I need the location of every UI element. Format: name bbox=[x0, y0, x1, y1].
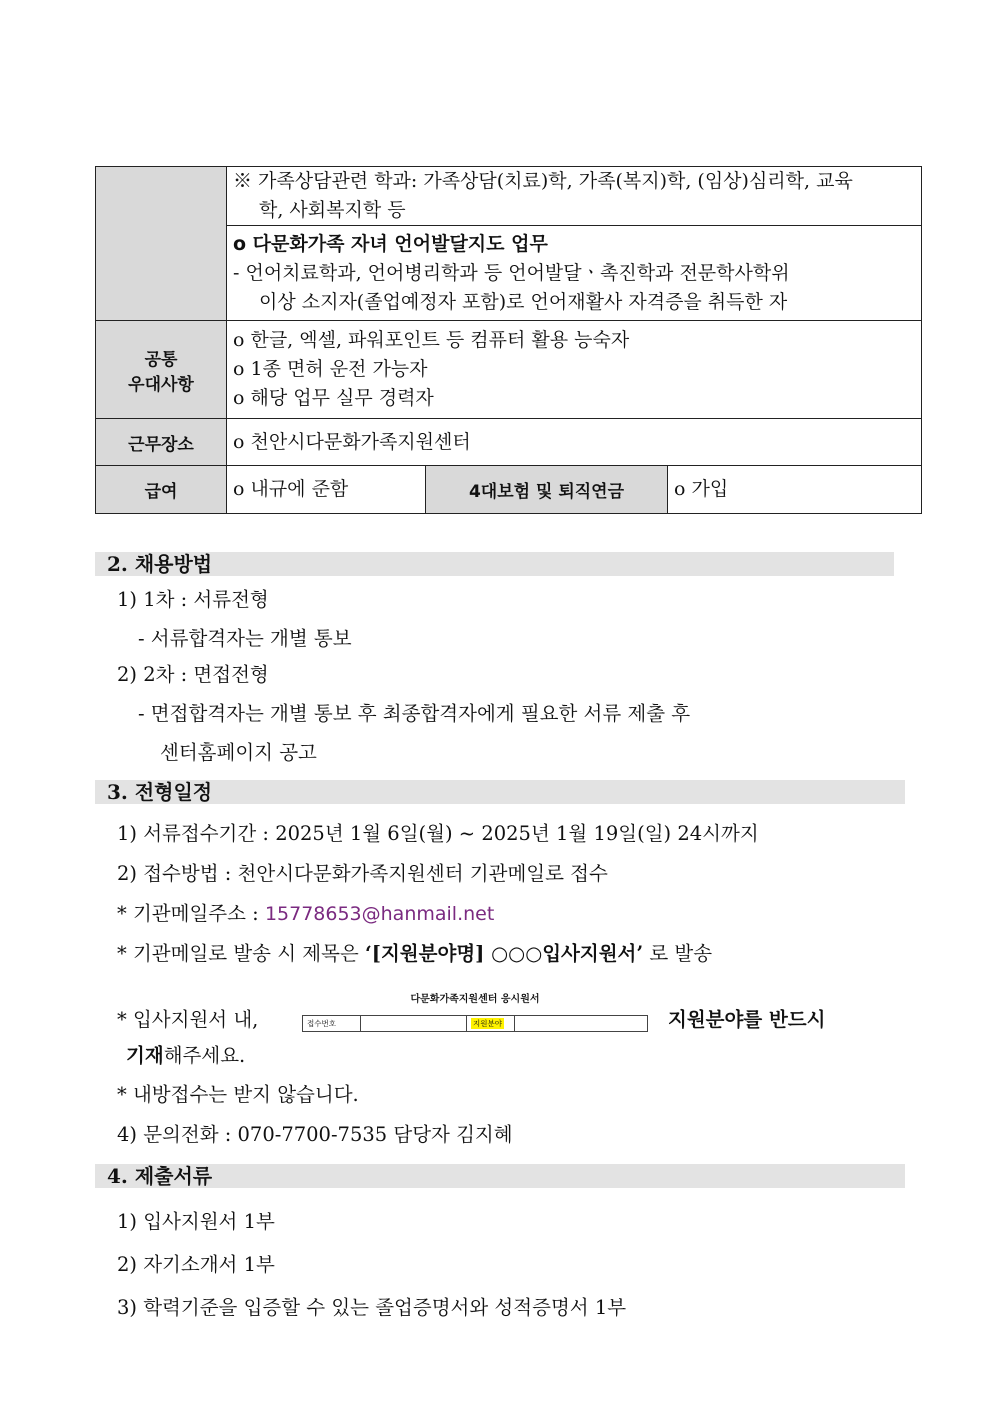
list-item: 2) 자기소개서 1부 bbox=[117, 1253, 275, 1276]
form-note-emphasis: 기재 bbox=[126, 1044, 164, 1067]
subject-line bbox=[117, 941, 712, 967]
requirement-line: - 언어치료학과, 언어병리학과 등 언어발달ㆍ촉진학과 전문학사학위 bbox=[233, 261, 790, 284]
recruitment-table bbox=[95, 166, 922, 514]
form-cell bbox=[515, 1016, 647, 1031]
list-item: 2) 2차 : 면접전형 bbox=[117, 663, 269, 686]
list-item: - 서류합격자는 개별 통보 bbox=[138, 627, 352, 650]
language-dev-duty-cell bbox=[227, 226, 922, 321]
related-majors-note bbox=[227, 167, 922, 226]
list-item: 1) 1차 : 서류전형 bbox=[117, 588, 269, 611]
form-cell bbox=[361, 1016, 467, 1031]
form-cell bbox=[467, 1016, 515, 1031]
table-row bbox=[96, 167, 922, 226]
list-item: 센터홈페이지 공고 bbox=[160, 741, 317, 764]
highlighted-field: 지원분야 bbox=[473, 1019, 502, 1028]
email-address[interactable]: 15778653@hanmail.net bbox=[264, 903, 495, 925]
salary-label: 급여 bbox=[96, 466, 227, 514]
duty-title: o 다문화가족 자녀 언어발달지도 업무 bbox=[233, 232, 548, 255]
section-heading: 3. 전형일정 bbox=[95, 780, 905, 804]
salary-value: o 내규에 준함 bbox=[227, 466, 426, 514]
table-row bbox=[96, 321, 922, 419]
requirement-line: 이상 소지자(졸업예정자 포함)로 언어재활사 자격증을 취득한 자 bbox=[259, 290, 788, 313]
label-line: 공통 bbox=[144, 349, 178, 370]
form-row bbox=[302, 1015, 648, 1032]
email-label: * 기관메일주소 : bbox=[117, 902, 265, 925]
list-item: o 한글, 엑셀, 파워포인트 등 컴퓨터 활용 능숙자 bbox=[233, 329, 630, 351]
form-note: * 입사지원서 내, bbox=[117, 1008, 259, 1031]
list-item: 3) 학력기준을 입증할 수 있는 졸업증명서와 성적증명서 1부 bbox=[117, 1296, 627, 1319]
form-note-text: 해주세요. bbox=[163, 1044, 246, 1067]
email-line bbox=[117, 901, 494, 927]
insurance-label: 4대보험 및 퇴직연금 bbox=[426, 466, 668, 514]
form-title: 다문화가족지원센터 응시원서 bbox=[410, 994, 540, 1005]
table-row bbox=[96, 419, 922, 466]
section-heading: 2. 채용방법 bbox=[95, 552, 894, 576]
subject-suffix: 로 발송 bbox=[643, 942, 713, 965]
form-note-line2 bbox=[126, 1043, 245, 1069]
label-line: 우대사항 bbox=[128, 374, 194, 395]
preference-list bbox=[227, 321, 922, 419]
subject-format: ‘[지원분야명] ○○○입사지원서’ bbox=[364, 942, 644, 965]
subject-prefix: * 기관메일로 발송 시 제목은 bbox=[117, 942, 365, 965]
form-note-emphasis: 지원분야를 반드시 bbox=[668, 1008, 826, 1031]
contact-line: 4) 문의전화 : 070-7700-7535 담당자 김지혜 bbox=[117, 1123, 513, 1146]
list-item: 1) 입사지원서 1부 bbox=[117, 1210, 275, 1233]
form-cell: 접수번호 bbox=[303, 1016, 361, 1031]
application-period: 1) 서류접수기간 : 2025년 1월 6일(월) ~ 2025년 1월 19일(일) 24시까지 bbox=[117, 822, 759, 845]
empty-header-cell bbox=[96, 167, 227, 321]
workplace-value: o 천안시다문화가족지원센터 bbox=[227, 419, 922, 466]
application-form-thumbnail bbox=[302, 990, 648, 1034]
table-row bbox=[96, 466, 922, 514]
list-item: - 면접합격자는 개별 통보 후 최종합격자에게 필요한 서류 제출 후 bbox=[138, 702, 691, 725]
application-method: 2) 접수방법 : 천안시다문화가족지원센터 기관메일로 접수 bbox=[117, 862, 608, 885]
note-line: 학, 사회복지학 등 bbox=[259, 199, 406, 221]
section-heading: 4. 제출서류 bbox=[95, 1164, 905, 1188]
list-item: o 해당 업무 실무 경력자 bbox=[233, 387, 434, 409]
note-line: ※ 가족상담관련 학과: 가족상담(치료)학, 가족(복지)학, (임상)심리학, 교육 bbox=[233, 170, 853, 192]
list-item: o 1종 면허 운전 가능자 bbox=[233, 358, 428, 380]
visit-note: * 내방접수는 받지 않습니다. bbox=[117, 1083, 359, 1106]
insurance-value: o 가입 bbox=[668, 466, 922, 514]
preference-label bbox=[96, 321, 227, 419]
workplace-label: 근무장소 bbox=[96, 419, 227, 466]
